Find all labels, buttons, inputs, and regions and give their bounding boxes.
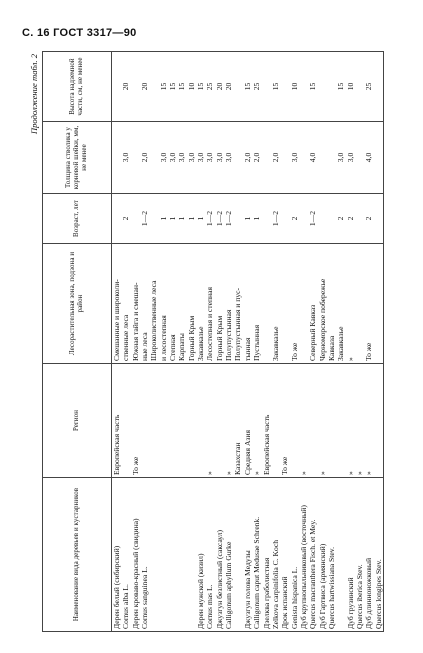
table-cell-line: 1 — [242, 216, 252, 221]
table-cell-line: 1—2 — [308, 210, 318, 227]
table-cell-line: Закавказье — [336, 326, 346, 361]
table-cell-line — [233, 54, 242, 119]
table-cell-line — [374, 246, 383, 361]
column-header-zone: Лесорастительная зона, подзона и район — [43, 244, 112, 364]
table-cell-line: 3,0 — [196, 152, 206, 163]
age-column — [112, 194, 384, 244]
table-cell-line: 25 — [364, 82, 374, 91]
table-cell-line — [187, 366, 196, 475]
table-cell-line: То же — [364, 342, 374, 361]
table-cell-line: Карпаты — [177, 333, 187, 361]
table-cell-line: Широколиственные леса — [149, 280, 159, 361]
page-header: С. 16 ГОСТ 3317—90 — [22, 27, 137, 39]
table-cell-line: Лесостепная и степная — [205, 287, 215, 361]
table-cell-line: Quercus iberica Stev. — [354, 564, 364, 629]
table-cell-line: Дуб Гартвиса (армянский) — [317, 543, 327, 629]
table-cell-line: 1 — [168, 216, 178, 221]
table-cell-line — [262, 196, 271, 241]
column-header-region: Регион — [43, 364, 112, 478]
table-cell-line: Европейская часть — [261, 414, 271, 475]
table-cell-line: 3,0 — [214, 152, 224, 163]
table-cell-line — [149, 480, 158, 629]
table-cell-line: 15 — [270, 82, 280, 91]
table-cell-line: 20 — [121, 82, 131, 91]
table-cell-line: 10 — [345, 82, 355, 91]
column-header-stem-thickness: Толщина стволика у корневой шейки, мм, не менее — [43, 122, 112, 194]
table-cell-line: 1—2 — [270, 210, 280, 227]
table-cell-line: 1—2 — [224, 210, 234, 227]
table-cell-line — [233, 196, 242, 241]
table-cell-line: 1—2 — [214, 210, 224, 227]
table-cell-line: 2 — [121, 216, 131, 221]
table-cell-line: То же — [130, 456, 140, 475]
table-cell-line: 25 — [252, 82, 262, 91]
table-cell-line — [374, 366, 383, 475]
table-cell-line: 3,0 — [289, 152, 299, 163]
table-header-row — [43, 52, 112, 632]
table-cell-line: » — [345, 357, 355, 361]
table-cell-line — [262, 246, 271, 361]
table-cell-line — [355, 124, 364, 191]
table-cell-line: » — [205, 471, 215, 475]
table-cell-line — [177, 366, 186, 475]
table-cell-line: ные леса — [140, 332, 150, 361]
column-header-species: Наименование вида деревьев и кустарников — [43, 478, 112, 632]
table-cell-line — [318, 196, 327, 241]
table-cell-line: Джузгун голова Медузы — [242, 550, 252, 629]
table-cell-line: 2 — [289, 216, 299, 221]
table-cell-line: 2,0 — [140, 152, 150, 163]
table-cell-line: Cornus mas L. — [205, 584, 215, 629]
table-cell-line — [233, 124, 242, 191]
table-cell-line: 15 — [168, 82, 178, 91]
table-continuation-label: Продолжение табл. 2 — [29, 54, 39, 135]
table-cell-line — [131, 54, 140, 119]
table-cell-line — [299, 246, 308, 361]
column-header-age: Возраст, лет — [43, 194, 112, 244]
table-cell-line: 10 — [186, 82, 196, 91]
table-cell-line — [374, 124, 383, 191]
table-cell-line: Quercus hartwissiana Stev. — [326, 547, 336, 629]
table-cell-line — [355, 246, 364, 361]
table-cell-line: 1—2 — [140, 210, 150, 227]
table-cell-line: Закавказье — [196, 326, 206, 361]
table-cell-line — [177, 480, 186, 629]
table-cell-line: Смешанные и широколи- — [112, 279, 121, 361]
table-cell-line: 2 — [345, 216, 355, 221]
table-cell-line: Cornus sanguinea L. — [140, 566, 150, 629]
table-cell-line: Закавказье — [270, 326, 280, 361]
table-cell-line: Северный Кавказ — [308, 304, 318, 361]
table-cell-line: 3,0 — [186, 152, 196, 163]
table-cell-line — [131, 196, 140, 241]
table-cell-line — [327, 196, 336, 241]
table-cell-line: Черноморское побережье — [317, 278, 327, 361]
table-cell-line — [299, 124, 308, 191]
table-cell-line — [215, 366, 224, 475]
table-cell-line: 1 — [196, 216, 206, 221]
table-cell-line — [327, 124, 336, 191]
table-cell-line: 1 — [177, 216, 187, 221]
table-cell-line: » — [252, 471, 262, 475]
table-cell-line: » — [345, 471, 355, 475]
table-cell-line — [262, 54, 271, 119]
table-cell-line — [336, 480, 345, 629]
table-cell-line: 1 — [252, 216, 262, 221]
table-cell-line — [374, 196, 383, 241]
table-cell-line: Горный Крым — [186, 315, 196, 361]
table-cell-line: Казахстан — [233, 442, 243, 475]
table-cell-line: 15 — [196, 82, 206, 91]
landscape-content — [28, 52, 383, 632]
table-cell-line: » — [298, 471, 308, 475]
table-cell-line — [355, 196, 364, 241]
table-cell-line — [280, 54, 289, 119]
table-cell-line — [280, 124, 289, 191]
table-cell-line: Южная тайга и смешан- — [130, 282, 140, 361]
table-cell-line: Дрок испанский — [280, 576, 290, 629]
table-cell-line: Полупустынная — [224, 309, 234, 361]
table-cell-line: 20 — [140, 82, 150, 91]
table-cell-line: Европейская часть — [112, 414, 121, 475]
table-cell-line: 1 — [158, 216, 168, 221]
table-cell-line: Горный Крым — [214, 315, 224, 361]
table-cell-line — [308, 366, 317, 475]
table-cell-line: 3,0 — [336, 152, 346, 163]
table-cell-line: 2,0 — [270, 152, 280, 163]
table-cell-line: 20 — [214, 82, 224, 91]
table-cell-line: 25 — [205, 82, 215, 91]
table-cell-line: Cornus alba L. — [121, 584, 131, 629]
table-cell-line: » — [354, 471, 364, 475]
table-cell-line — [262, 124, 271, 191]
table-cell-line — [336, 366, 345, 475]
table-cell-line: Дуб длинноножковый — [364, 557, 374, 629]
table-cell-line: 15 — [242, 82, 252, 91]
table-cell-line: Дерен мужской (кизил) — [196, 553, 206, 629]
table-cell-line: Zelkova carpinifolia C. Koch — [270, 540, 280, 629]
table-cell-line: Джузгун безлистный (саксаул) — [214, 529, 224, 629]
table-cell-line — [299, 196, 308, 241]
table-cell-line — [121, 366, 130, 475]
table-cell-line: 3,0 — [168, 152, 178, 163]
table-cell-line — [318, 124, 327, 191]
table-cell-line: Степная — [168, 334, 178, 361]
table-cell-line: 3,0 — [158, 152, 168, 163]
zone-column — [112, 244, 384, 364]
table-cell-line: Средняя Азия — [242, 430, 252, 475]
table-cell-line — [233, 480, 242, 629]
table-cell-line — [299, 54, 308, 119]
table-cell-line: 1 — [186, 216, 196, 221]
table-body-row — [112, 52, 384, 632]
rotated-sheet — [28, 52, 383, 632]
table-cell-line — [280, 196, 289, 241]
table-cell-line — [374, 54, 383, 119]
table-cell-line — [355, 54, 364, 119]
table-cell-line: ственные леса — [121, 314, 131, 361]
table-cell-line: 10 — [289, 82, 299, 91]
table-cell-line: 15 — [177, 82, 187, 91]
table-cell-line — [112, 196, 121, 241]
table-cell-line: 2 — [336, 216, 346, 221]
species-column — [112, 478, 384, 632]
table-cell-line: Дерен кроваво-красный (свидина) — [130, 518, 140, 629]
table-cell-line: » — [364, 471, 374, 475]
table-cell-line — [159, 480, 168, 629]
table-cell-line — [140, 366, 149, 475]
table-cell-line: тынная — [242, 337, 252, 361]
height-column — [112, 52, 384, 122]
table-cell-line: То же — [280, 456, 290, 475]
table-cell-line: 15 — [336, 82, 346, 91]
table-cell-line: Дерен белый (сибирский) — [112, 545, 121, 629]
table-cell-line — [196, 366, 205, 475]
table-cell-line: Quercus macranthera Fisch. et Mey. — [308, 519, 318, 629]
table-cell-line: 3,0 — [121, 152, 131, 163]
table-cell-line: Quercus longipes Stev. — [373, 559, 383, 629]
table-cell-line: То же — [289, 342, 299, 361]
table-cell-line — [187, 480, 196, 629]
table-cell-line — [112, 54, 121, 119]
table-cell-line: 4,0 — [364, 152, 374, 163]
region-column — [112, 364, 384, 478]
table-cell-line: 2,0 — [242, 152, 252, 163]
table-cell-line — [149, 196, 158, 241]
table-cell-line: 4,0 — [308, 152, 318, 163]
table-cell-line: 1—2 — [205, 210, 215, 227]
table-cell-line: 3,0 — [177, 152, 187, 163]
table-cell-line: 15 — [158, 82, 168, 91]
table-cell-line: Genista hispanica L. — [289, 566, 299, 629]
table-cell-line — [280, 246, 289, 361]
table-cell-line: » — [317, 471, 327, 475]
column-header-height: Высота надземной части, см, не менее — [43, 52, 112, 122]
table-cell-line: Пустынная — [252, 324, 262, 361]
table-cell-line: 2,0 — [252, 152, 262, 163]
table-cell-line — [112, 124, 121, 191]
table-cell-line — [327, 54, 336, 119]
table-cell-line — [149, 366, 158, 475]
table-cell-line — [318, 54, 327, 119]
table-cell-line: 20 — [224, 82, 234, 91]
table-cell-line: Дуб крупнопыльниковый (восточный) — [298, 505, 308, 629]
table-cell-line — [131, 124, 140, 191]
stem-thickness-column — [112, 122, 384, 194]
table-cell-line: Кавказа — [326, 335, 336, 361]
table-cell-line: и лесостепная — [158, 315, 168, 361]
table-cell-line — [168, 480, 177, 629]
table-cell-line: » — [224, 471, 234, 475]
table-cell-line — [168, 366, 177, 475]
table-cell-line: Calligonum caput Medusae Schrenk. — [252, 516, 262, 629]
table-cell-line — [149, 54, 158, 119]
table-cell-line: 3,0 — [345, 152, 355, 163]
table-cell-line: Calligonum aphyllum Gurke — [224, 541, 234, 629]
table-cell-line: Дуб грузинский — [345, 577, 355, 629]
table-cell-line — [271, 366, 280, 475]
table-cell-line — [149, 124, 158, 191]
species-table — [42, 51, 384, 632]
table-cell-line: 15 — [308, 82, 318, 91]
table-cell-line: 2 — [364, 216, 374, 221]
table-cell-line: Дзелква граболистная — [261, 557, 271, 629]
table-cell-line: 3,0 — [224, 152, 234, 163]
table-cell-line — [159, 366, 168, 475]
table-cell-line: 3,0 — [205, 152, 215, 163]
table-cell-line: Полупустынная и пус- — [233, 287, 243, 361]
table-cell-line — [327, 366, 336, 475]
table-cell-line — [290, 366, 299, 475]
